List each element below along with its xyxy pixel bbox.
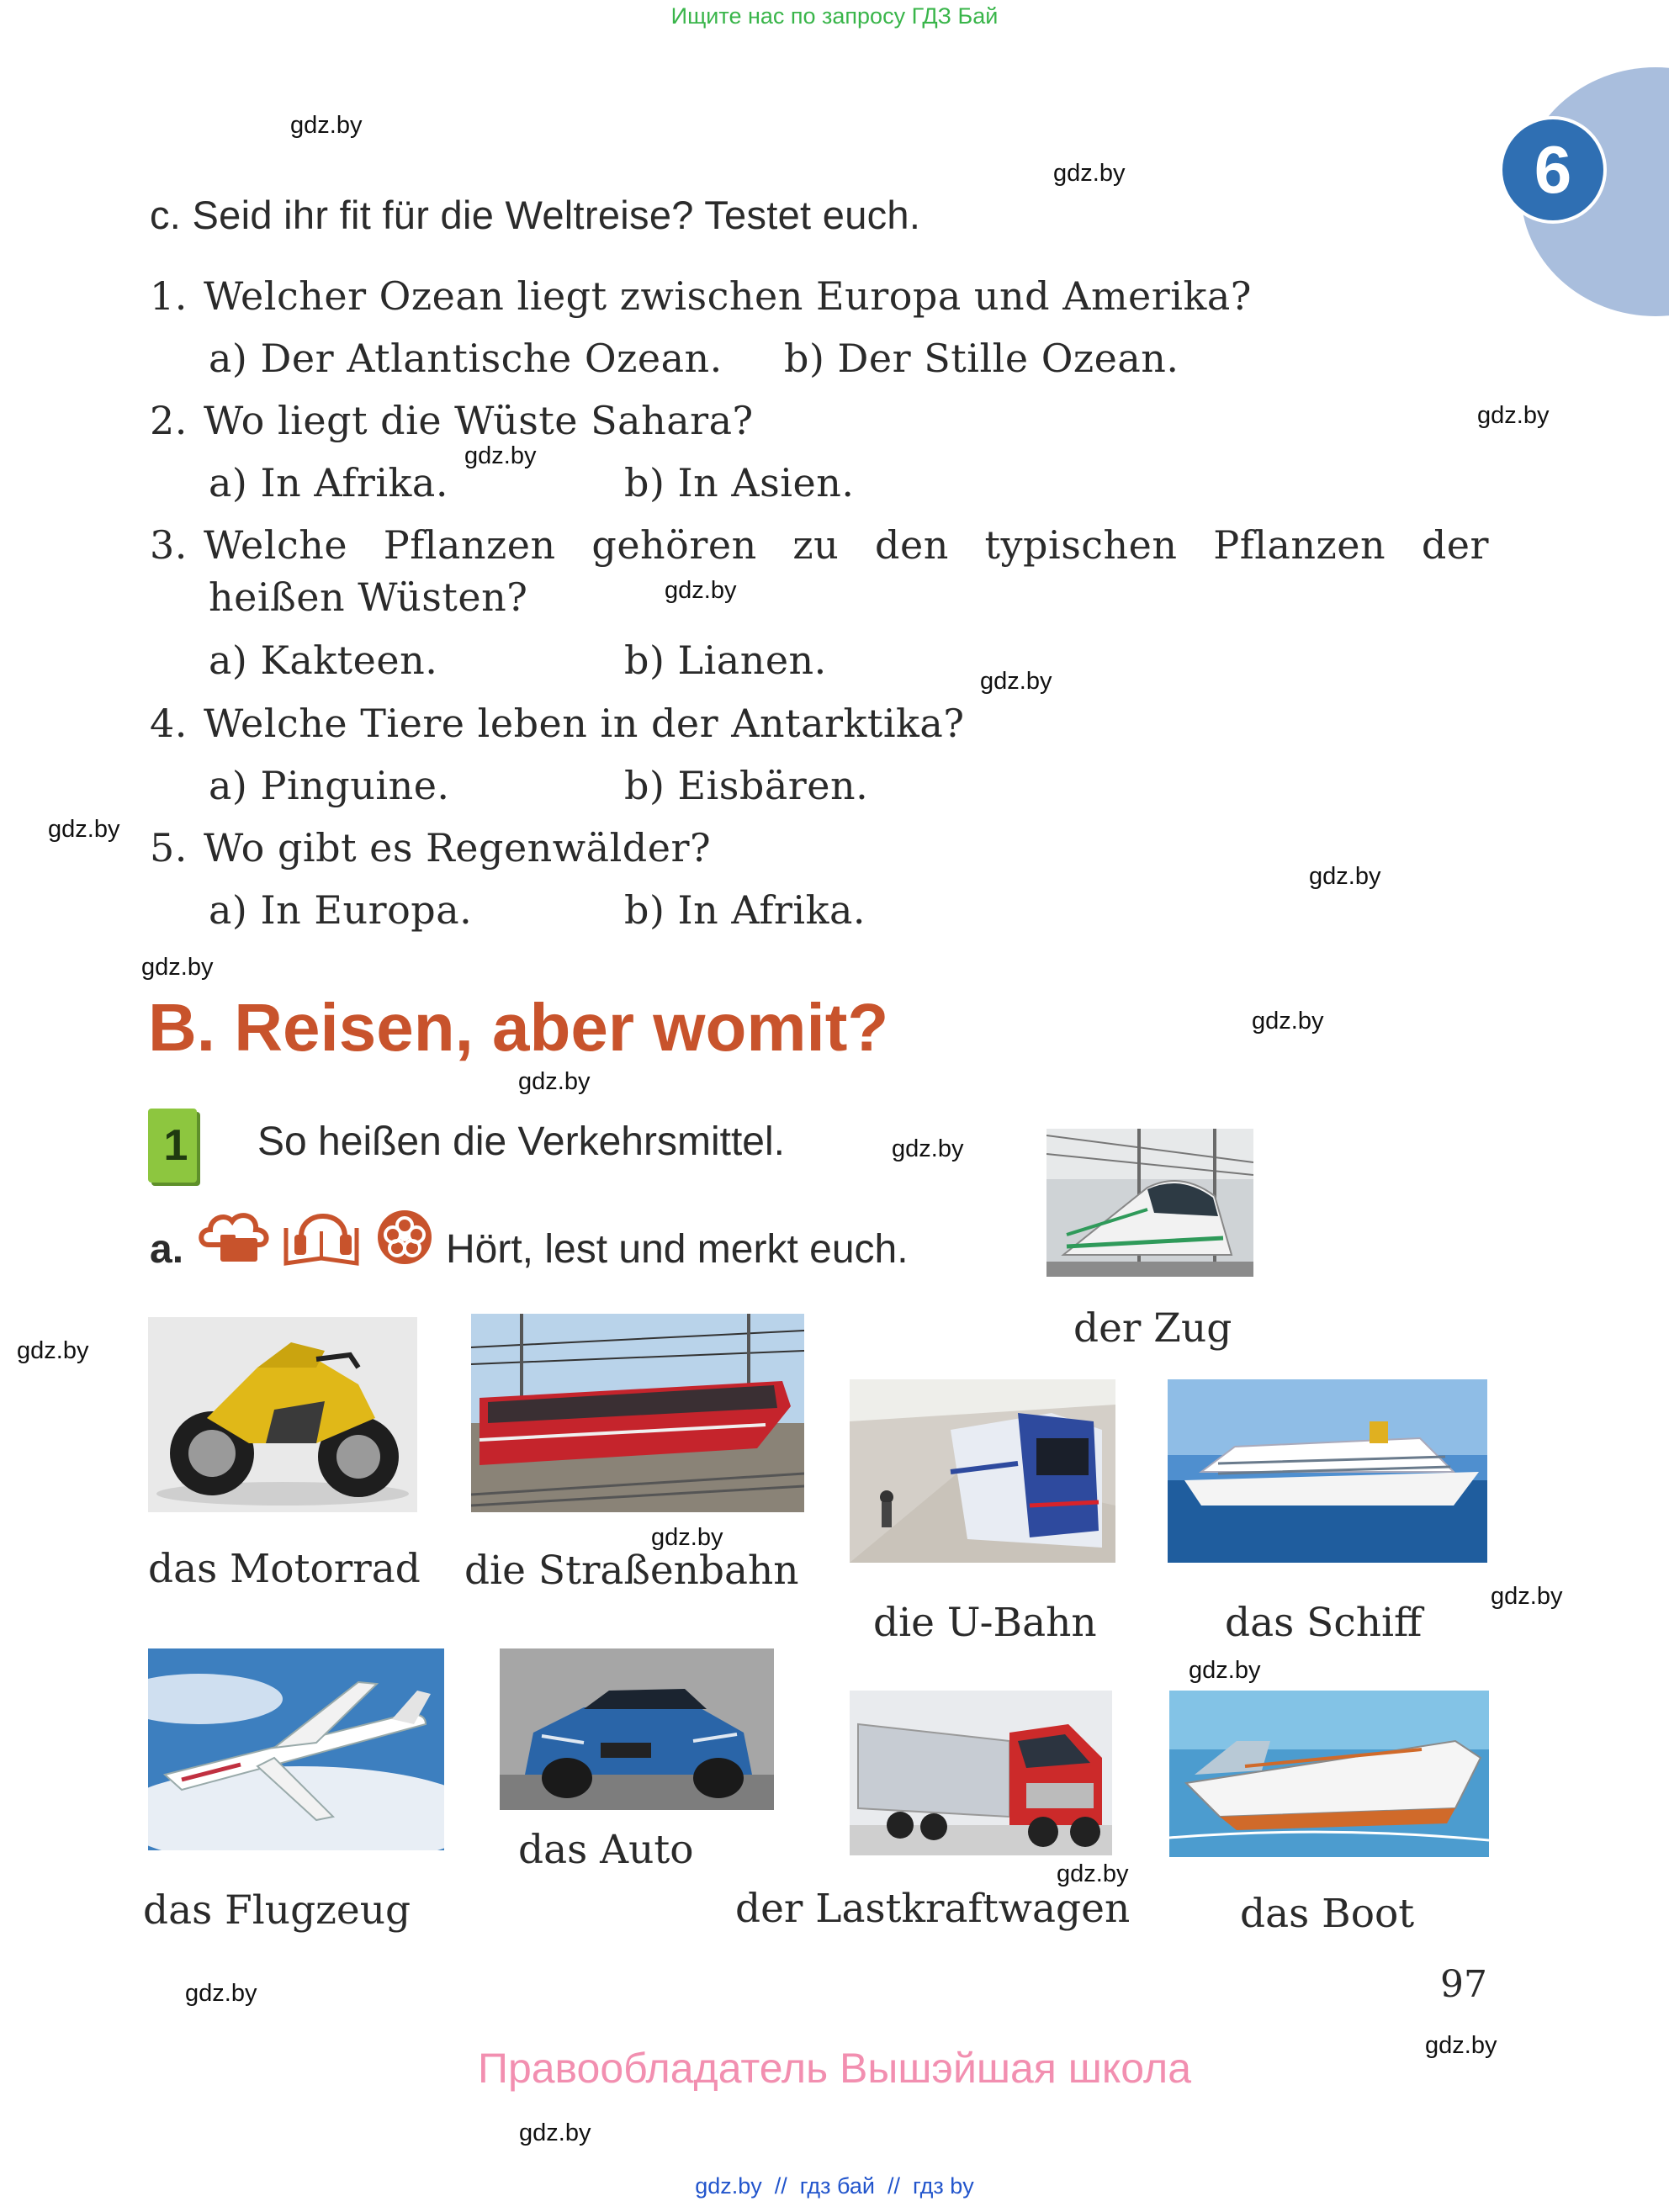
cloud-folder-icon (197, 1208, 273, 1265)
watermark: gdz.by (17, 1337, 89, 1364)
question-number: 2. (150, 398, 188, 443)
watermark: gdz.by (1309, 863, 1381, 890)
answer-option-b: b) Lianen. (624, 638, 827, 683)
caption-das-boot: das Boot (1240, 1891, 1415, 1937)
watermark: gdz.by (141, 954, 214, 981)
watermark: gdz.by (185, 1980, 257, 2007)
footer-links[interactable]: gdz.by // гдз бай // гдз by (695, 2173, 974, 2199)
watermark: gdz.by (1053, 160, 1126, 187)
watermark: gdz.by (48, 816, 120, 843)
question-text: Welcher Ozean liegt zwischen Europa und Amerika? (204, 273, 1252, 319)
answer-option-b: b) Der Stille Ozean. (784, 336, 1179, 381)
caption-der-lastkraftwagen: der Lastkraftwagen (735, 1886, 1131, 1932)
task-a-label: a. (150, 1227, 184, 1272)
motorcycle-photo (148, 1317, 417, 1512)
watermark: gdz.by (464, 442, 537, 469)
question-text-continued: heißen Wüsten? (209, 574, 528, 620)
top-banner[interactable]: Ищите нас по запросу ГДЗ Бай (670, 3, 999, 29)
caption-das-auto: das Auto (518, 1827, 694, 1873)
question-number: 4. (150, 701, 188, 746)
watermark: gdz.by (1477, 402, 1550, 429)
question-text: Wo gibt es Regenwälder? (204, 825, 712, 871)
watermark: gdz.by (1189, 1657, 1261, 1684)
question-text: Welche Tiere leben in der Antarktika? (204, 701, 965, 746)
answer-option-a: a) In Afrika. (209, 460, 448, 505)
exercise-title: So heißen die Verkehrsmittel. (257, 1119, 785, 1164)
caption-die-u-bahn: die U-Bahn (873, 1600, 1097, 1646)
watermark: gdz.by (1057, 1860, 1129, 1887)
caption-das-flugzeug: das Flugzeug (143, 1887, 411, 1934)
answer-option-a: a) Pinguine. (209, 763, 450, 808)
watermark: gdz.by (980, 668, 1052, 695)
answer-option-a: a) In Europa. (209, 887, 473, 933)
page-number: 97 (1440, 1963, 1487, 2006)
train-photo (1046, 1129, 1253, 1277)
watermark: gdz.by (519, 2119, 591, 2146)
exercise-number-badge (148, 1109, 197, 1183)
question-number: 5. (150, 825, 188, 871)
watermark: gdz.by (651, 1524, 723, 1551)
airplane-photo (148, 1648, 444, 1850)
caption-die-strassenbahn: die Straßenbahn (464, 1548, 799, 1594)
watermark: gdz.by (892, 1135, 964, 1162)
section-c-heading: c. Seid ihr fit für die Weltreise? Testet euch. (150, 193, 921, 237)
question-number: 3. (150, 522, 188, 568)
flower-icon (375, 1208, 434, 1267)
car-photo (500, 1648, 774, 1810)
chapter-number: 6 (1534, 132, 1572, 207)
answer-option-a: a) Der Atlantische Ozean. (209, 336, 723, 381)
book-headphones-icon (283, 1203, 363, 1267)
watermark: gdz.by (1252, 1008, 1324, 1035)
watermark: gdz.by (665, 577, 737, 604)
section-b-title: B. Reisen, aber womit? (148, 990, 889, 1065)
ship-photo (1168, 1379, 1487, 1563)
question-number: 1. (150, 273, 188, 319)
caption-das-schiff: das Schiff (1225, 1600, 1423, 1646)
caption-das-motorrad: das Motorrad (148, 1546, 421, 1592)
truck-photo (850, 1691, 1112, 1855)
answer-option-b: b) Eisbären. (624, 763, 869, 808)
subway-photo (850, 1379, 1115, 1563)
watermark: gdz.by (1491, 1583, 1563, 1610)
watermark: gdz.by (1425, 2032, 1497, 2059)
answer-option-a: a) Kakteen. (209, 638, 438, 683)
watermark: gdz.by (518, 1068, 591, 1095)
exercise-number: 1 (163, 1121, 188, 1170)
answer-option-b: b) In Asien. (624, 460, 855, 505)
question-text: Welche Pflanzen gehören zu den typischen Pflanzen der (204, 522, 1489, 568)
tram-photo (471, 1314, 804, 1512)
chapter-number-badge (1502, 119, 1603, 220)
answer-option-b: b) In Afrika. (624, 887, 866, 933)
watermark: gdz.by (290, 112, 363, 139)
copyright-notice: Правообладатель Вышэйшая школа (478, 2045, 1191, 2092)
boat-photo (1169, 1691, 1489, 1857)
task-a-text: Hört, lest und merkt euch. (446, 1227, 909, 1272)
question-text: Wo liegt die Wüste Sahara? (204, 398, 754, 443)
caption-der-zug: der Zug (1073, 1305, 1232, 1352)
